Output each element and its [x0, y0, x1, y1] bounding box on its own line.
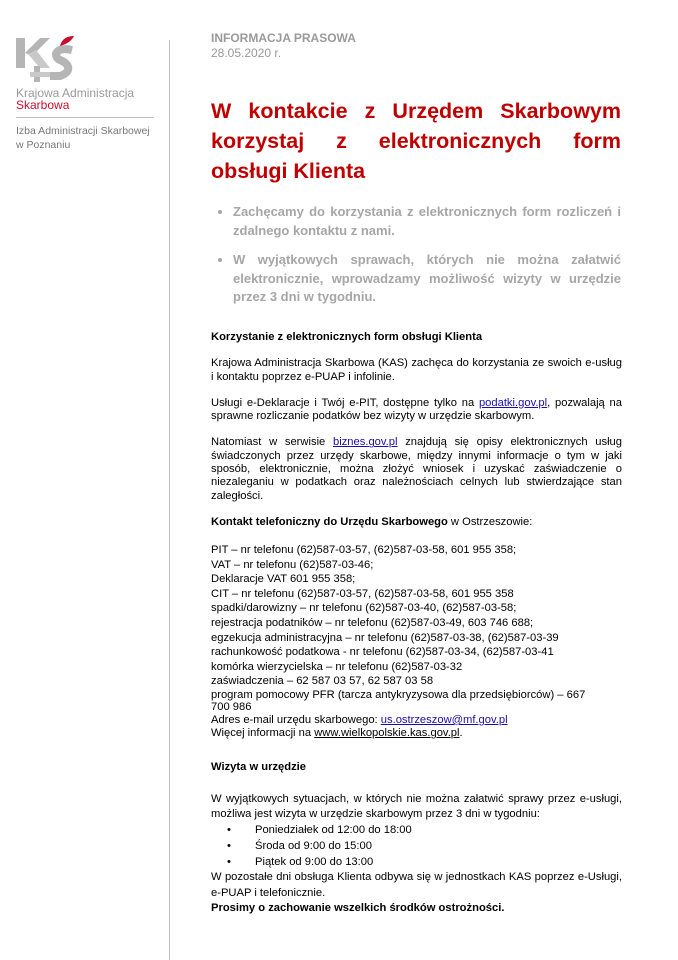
- biznes-link[interactable]: biznes.gov.pl: [333, 436, 398, 449]
- doc-date: 28.05.2020 r.: [211, 46, 282, 60]
- visit-day: • Piątek od 9:00 do 13:00: [233, 854, 622, 870]
- section-visit: [211, 761, 622, 917]
- paragraph: Natomiast w serwisie biznes.gov.pl znajdują się opisy elektronicznych usług świadczonych przez urzędy skarbowe, między innymi informacje o tym w jaki sposób, elektronicznie, można złożyć wniosek i uzyskać zaświadczenie o niezaleganiu w podatkach oraz należnościach celnych lub stwierdzające stan zaległości.: [211, 436, 623, 502]
- highlights: [211, 203, 621, 318]
- visit-day: • Środa od 9:00 do 15:00: [233, 838, 622, 854]
- phone-line: rejestracja podatników – nr telefonu (62)587-03-49, 603 746 688;: [211, 616, 534, 629]
- contact-heading: Kontakt telefoniczny do Urzędu Skarbowego w Ostrzeszowie:: [211, 515, 533, 528]
- divider: [16, 117, 154, 118]
- section-electronic: [211, 331, 622, 529]
- paragraph: Usługi e-Deklaracje i Twój e-PIT, dostępne tylko na podatki.gov.pl, pozwalają na sprawne rozliczanie podatków bez wizyty w urzędzie skarbowym.: [211, 396, 622, 423]
- phone-line: komórka wierzycielska – nr telefonu (62)587-03-32: [211, 660, 463, 673]
- unit-name: [16, 124, 150, 152]
- phone-line: rachunkowość podatkowa - nr telefonu (62)587-03-34, (62)587-03-41: [211, 646, 554, 659]
- paragraph: W pozostałe dni obsługa Klienta odbywa się w jednostkach KAS poprzez e-Usługi, e-PUAP i telefonicznie.: [211, 871, 622, 899]
- podatki-link[interactable]: podatki.gov.pl: [478, 396, 548, 409]
- unit-line: w Poznaniu: [16, 139, 71, 151]
- phone-line: Deklaracje VAT 601 955 358;: [211, 573, 356, 586]
- phone-list: [211, 543, 622, 740]
- section-heading: Korzystanie z elektronicznych form obsługi Klienta: [211, 331, 483, 343]
- phone-line: spadki/darowizny – nr telefonu (62)587-03-40, (62)587-03-58;: [211, 602, 517, 615]
- section-heading: Wizyta w urzędzie: [211, 761, 307, 773]
- vertical-divider: [169, 40, 170, 960]
- phone-line: egzekucja administracyjna – nr telefonu (62)587-03-38, (62)587-03-39: [211, 631, 559, 644]
- phone-line: 700 986: [211, 701, 252, 714]
- doc-type: INFORMACJA PRASOWA: [211, 31, 356, 45]
- paragraph: Krajowa Administracja Skarbowa (KAS) zachęca do korzystania ze swoich e-usług i kontaktu poprzez e-PUAP i infolinie.: [211, 357, 622, 383]
- page-title: W kontakcie z Urzędem Skarbowym korzystaj z elektronicznych form obsługi Klienta: [211, 99, 621, 183]
- kas-logo-icon: [16, 36, 76, 84]
- phone-line: PIT – nr telefonu (62)587-03-57, (62)587-03-58, 601 955 358;: [211, 544, 517, 556]
- email-link[interactable]: us.ostrzeszow@mf.gov.pl: [380, 713, 508, 726]
- phone-line: program pomocowy PFR (tarcza antykryzysowa dla przedsiębiorców) – 667: [211, 688, 586, 701]
- highlight-item: • Zachęcamy do korzystania z elektronicznych form rozliczeń i zdalnego kontaktu z nami.: [233, 203, 621, 240]
- unit-line: Izba Administracji Skarbowej: [16, 125, 150, 137]
- email-line: Adres e-mail urzędu skarbowego: us.ostrzeszow@mf.gov.pl: [211, 713, 508, 726]
- paragraph: W wyjątkowych sytuacjach, w których nie można załatwić sprawy przez e-usługi, możliwa jest wizyta w urzędzie skarbowym przez 3 dni w tygodniu:: [211, 793, 622, 821]
- phone-line: zaświadczenia – 62 587 03 57, 62 587 03 58: [211, 675, 434, 688]
- more-info-line: Więcej informacji na www.wielkopolskie.kas.gov.pl.: [211, 726, 463, 739]
- org-name: Krajowa Administracja: [16, 86, 135, 100]
- org-name-accent: Skarbowa: [16, 98, 70, 112]
- highlight-item: • W wyjątkowych sprawach, których nie można załatwić elektronicznie, wprowadzamy możliwość wizyty w urzędzie przez 3 dni w tygodniu.: [233, 251, 621, 307]
- phone-line: VAT – nr telefonu (62)587-03-46;: [211, 558, 374, 571]
- phone-line: CIT – nr telefonu (62)587-03-57, (62)587-03-58, 601 955 358: [211, 587, 514, 600]
- closing-note: Prosimy o zachowanie wszelkich środków ostrożności.: [211, 902, 505, 915]
- kas-website-link[interactable]: www.wielkopolskie.kas.gov.pl: [314, 726, 460, 739]
- visit-day: • Poniedziałek od 12:00 do 18:00: [233, 822, 622, 838]
- header: [211, 31, 356, 61]
